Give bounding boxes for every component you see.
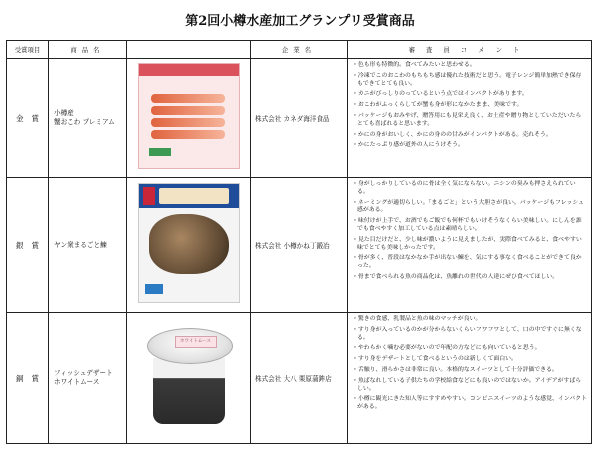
- product-name-line2: ホワイトムース: [54, 378, 100, 386]
- comment-item: ・ すり身をデザートとして食べるというのは新しくて面白い。: [352, 356, 587, 364]
- product-name-line1: フィッシュデザート: [54, 369, 113, 377]
- table-row-bronze: [7, 313, 592, 444]
- comment-item: ・ 味付けが上手で、お酒でもご飯でも何杯でもいけそうなくらい美味しい。にしんを誰でも食べやすく加工している点は素晴らしい。: [352, 218, 587, 234]
- product-name-silver: [49, 178, 127, 313]
- header-comments: 審査員コメント: [348, 41, 592, 59]
- comment-list: [352, 316, 587, 412]
- product-name-line1: ヤン衆まるごと鰊: [54, 240, 107, 249]
- table-row-silver: [7, 178, 592, 313]
- comment-item: ・ ネーミングが適切らしい。「まるごと」という大胆さが良い。パッケージもフレッシュ感がある。: [352, 200, 587, 216]
- product-image-bronze: [127, 313, 251, 444]
- comment-item: ・ おこわがふっくらしてが蟹も身が形になかたまま、美味です。: [352, 102, 587, 110]
- comment-item: ・ すり身が入っているのかが分からないくらいフワフワとして、口の中ですぐに無くなる。: [352, 327, 587, 343]
- comments-bronze: [348, 313, 592, 444]
- comment-item: ・ 小樽に観光にきた知人等にすすめやすい。コンビニスイーツのような感覚、インパクトがある。: [352, 396, 587, 412]
- company-gold: 株式会社 カネダ海洋食品: [251, 59, 348, 178]
- comment-item: ・ かにたっぷり感が道外の人にうけそう。: [352, 142, 587, 150]
- company-bronze: 株式会社 大八 栗原蒲鉾店: [251, 313, 348, 444]
- company-silver: 株式会社 小樽かね丁鍛冶: [251, 178, 348, 313]
- comment-list: [352, 181, 587, 282]
- mousse-label: ホワイトムース: [175, 336, 217, 348]
- table-row-gold: [7, 59, 592, 178]
- page-title: 第2回小樽水産加工グランプリ受賞商品: [185, 14, 415, 29]
- header-image: [127, 41, 251, 59]
- herring-package-photo: [138, 183, 240, 303]
- comments-gold: [348, 59, 592, 178]
- comment-item: ・ 身がしっかりしているのに骨は全く気にならない。ニシンの臭みも押さえられている。: [352, 181, 587, 197]
- product-image-gold: [127, 59, 251, 178]
- product-name-gold: [49, 59, 127, 178]
- comments-silver: [348, 178, 592, 313]
- comment-item: ・ 魚ばなれしている子供たちの学校給食などにも良いのではないか。アイデアがすばらしい。: [352, 378, 587, 394]
- award-table: [6, 40, 592, 444]
- header-award: 受賞項目: [7, 41, 49, 59]
- award-gold: 金賞: [7, 59, 49, 178]
- comment-item: ・ 骨まで食べられる魚の商品化は、魚離れの世代の人達にぜひ食べてほしい。: [352, 274, 587, 282]
- product-image-silver: [127, 178, 251, 313]
- comment-item: ・ 見た目だけだと、少し味が濃いように見えましたが、実際食べてみると、食べやすい味でとても美味しかったです。: [352, 237, 587, 253]
- comment-item: ・ パッケージもおみやげ、贈答用にも見栄え良く、お土産や贈り物としていただいたらとても喜ばれると思います。: [352, 113, 587, 129]
- comment-item: ・ 驚きの食感、乳製品と魚の味のマッチが良い。: [352, 316, 587, 324]
- product-name-line2: 蟹おこわ プレミアム: [54, 118, 115, 126]
- crab-okowa-photo: [138, 63, 240, 169]
- product-name-line1: 小樽産: [54, 109, 74, 117]
- comment-item: ・ やわらかく噛む必要がないので年配の方などにも向いていると思う。: [352, 345, 587, 353]
- comment-item: ・ 舌触り、滑らかさは非常に良い。本格的なスイーツとして十分評価できる。: [352, 367, 587, 375]
- comment-item: ・ カニがびっしりのっているという点ではインパクトがあります。: [352, 91, 587, 99]
- award-silver: 銀賞: [7, 178, 49, 313]
- header-company: 企業名: [251, 41, 348, 59]
- header-product: 商品名: [49, 41, 127, 59]
- product-name-bronze: [49, 313, 127, 444]
- comment-item: ・ 骨が多く、普段はなかなか手が出ない鰊を、気にする事なく食べることができて良かった。: [352, 255, 587, 271]
- award-bronze: 銅賞: [7, 313, 49, 444]
- comment-item: ・ 色も形も特徴的。食べてみたいと思わせる。: [352, 62, 587, 70]
- comment-item: ・ 冷凍でこのおこわのもちもち感は優れた技術だと思う。電子レンジ簡単加熱でき保存もできてとても良い。: [352, 73, 587, 89]
- white-mousse-photo: [139, 322, 239, 430]
- comment-list: [352, 62, 587, 150]
- table-header-row: [7, 41, 592, 59]
- comment-item: ・ かにの身がおいしく、かにの身のの甘みがインパクトがある。売れそう。: [352, 132, 587, 140]
